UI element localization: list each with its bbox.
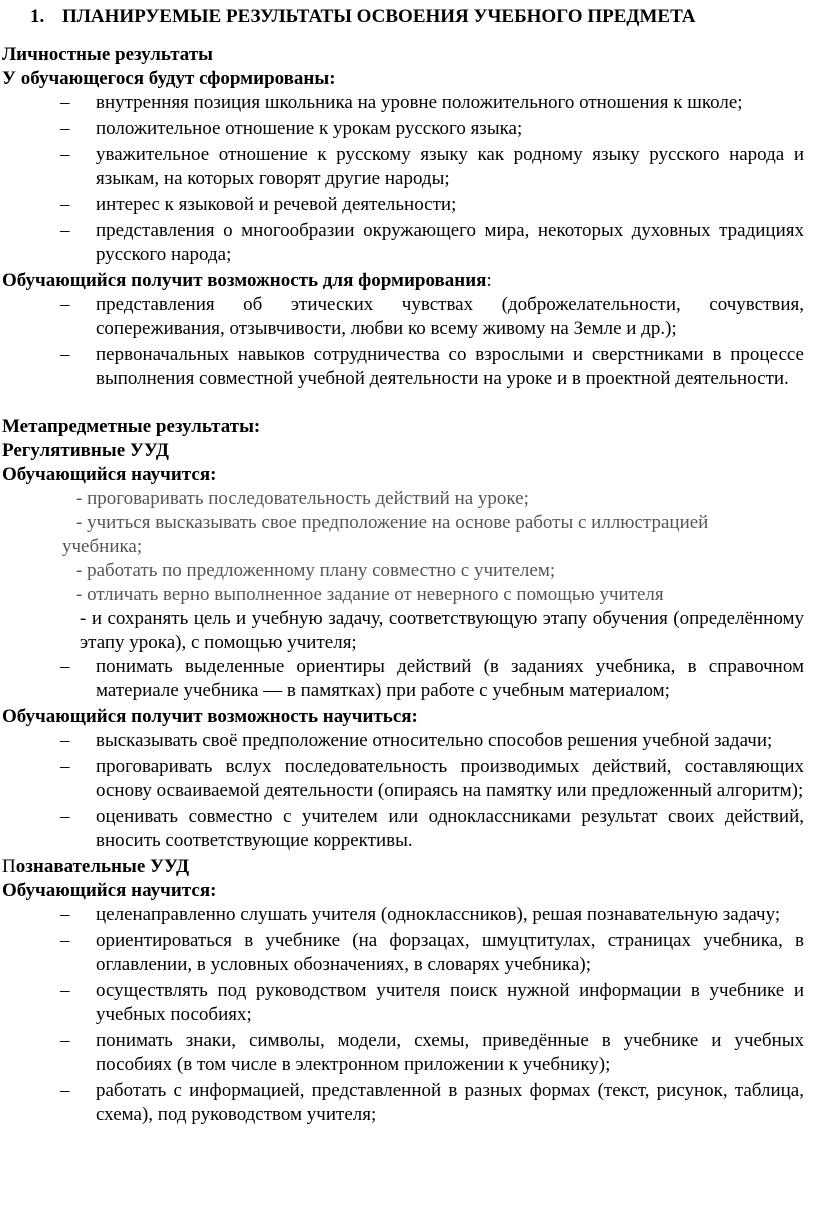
hyphen-item: - проговаривать последовательность действий на уроке; [76,488,529,509]
spacer [0,393,808,415]
personal-list1 [0,91,808,267]
list-item: – ориентироваться в учебнике (на форзацах, шмуцтитулах, страницах учебника, в оглавлении, в условных обозначениях, в словарях учебника); [0,929,808,977]
list-item: – работать с информацией, представленной в разных формах (текст, рисунок, таблица, схема), под руководством учителя; [0,1079,808,1127]
list-item: – первоначальных навыков сотрудничества со взрослыми и сверстниками в процессе выполнения совместной учебной деятельности на уроке и в проектной деятельности. [0,343,808,391]
title-text: ПЛАНИРУЕМЫЕ РЕЗУЛЬТАТЫ ОСВОЕНИЯ УЧЕБНОГО ПРЕДМЕТА [62,6,696,27]
personal-heading: Личностные результаты [2,44,213,65]
meta-heading: Метапредметные результаты: [2,416,261,437]
meta-list3 [0,655,808,703]
hyphen-item-black: - и сохранять цель и учебную задачу, соответствующую этапу обучения (определённому этапу урока), с помощью учителя; [80,608,804,653]
document-page [0,5,816,1226]
personal-list2 [0,293,808,391]
cognitive-heading [2,855,808,879]
meta-learn: Обучающийся научится: [2,464,217,485]
cognitive-heading-first: П [2,856,16,877]
list-item: – высказывать своё предположение относительно способов решения учебной задачи; [0,729,808,753]
personal-sub2 [2,269,808,293]
list-item: – представления о многообразии окружающего мира, некоторых духовных традициях русского народа; [0,219,808,267]
hyphen-item: учебника; [62,536,143,557]
meta-learn2: Обучающийся научится: [2,880,217,901]
list-item: – проговаривать вслух последовательность производимых действий, составляющих основу осваиваемой деятельности (опираясь на памятку или предложенный алгоритм); [0,755,808,803]
personal-sub1: У обучающегося будут сформированы: [2,68,336,89]
list-item: – внутренняя позиция школьника на уровне положительного отношения к школе; [0,91,808,115]
hyphen-item: - учиться высказывать свое предположение на основе работы с иллюстрацией [76,512,709,533]
list-item: – осуществлять под руководством учителя поиск нужной информации в учебнике и учебных пособиях; [0,979,808,1027]
list-item: – уважительное отношение к русскому языку как родному языку русского народа и языкам, на которых говорят другие народы; [0,143,808,191]
meta-list5 [0,903,808,1127]
regulative-heading: Регулятивные УУД [2,440,169,461]
meta-opportunity: Обучающийся получит возможность научиться: [2,706,418,727]
list-item: – интерес к языковой и речевой деятельности; [0,193,808,217]
list-item: – положительное отношение к урокам русского языка; [0,117,808,141]
list-item: – оценивать совместно с учителем или одноклассниками результат своих действий, вносить соответствующие коррективы. [0,805,808,853]
list-item: – понимать выделенные ориентиры действий (в заданиях учебника, в справочном материале учебника — в памятках) при работе с учебным материалом; [0,655,808,703]
page-title [30,5,808,29]
hyphen-item: - отличать верно выполненное задание от неверного с помощью учителя [76,584,664,605]
hyphen-item: - работать по предложенному плану совместно с учителем; [76,560,556,581]
title-number: 1. [30,6,45,27]
meta-list4 [0,729,808,853]
list-item: – понимать знаки, символы, модели, схемы, приведённые в учебнике и учебных пособиях (в том числе в электронном приложении к учебнику); [0,1029,808,1077]
personal-sub2-text: Обучающийся получит возможность для формирования [2,270,487,291]
personal-sub2-colon: : [486,270,492,291]
list-item: – целенаправленно слушать учителя (одноклассников), решая познавательную задачу; [0,903,808,927]
cognitive-heading-rest: ознавательные УУД [15,856,190,877]
list-item: – представления об этических чувствах (доброжелательности, сочувствия, сопереживания, отзывчивости, любви ко всему живому на Земле и др.); [0,293,808,341]
